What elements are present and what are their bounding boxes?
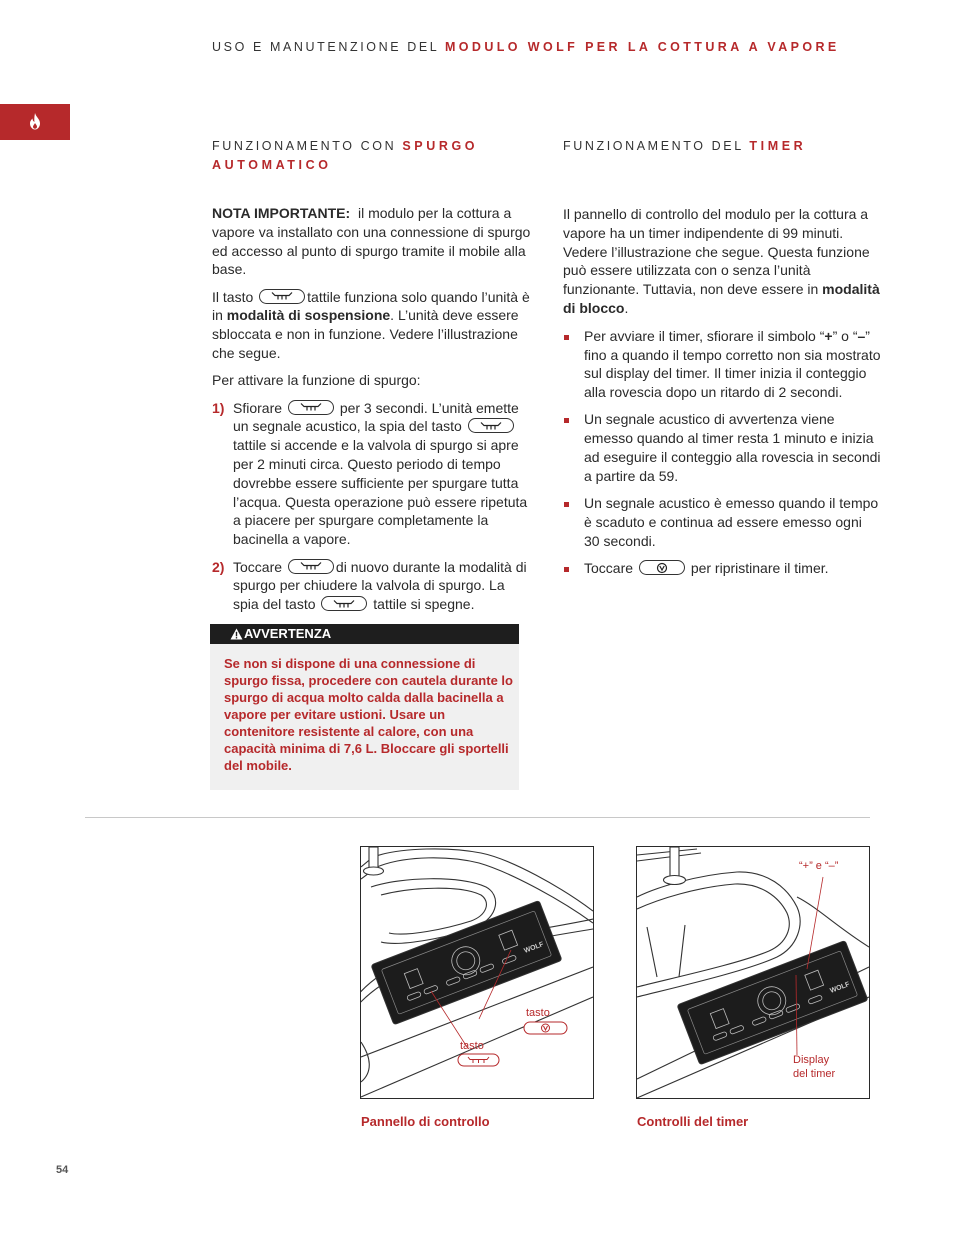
callout-timer-display [793, 1053, 835, 1081]
p2-c: . L’unità deve essere sbloccata e non in funzione. Vedere l’illustrazione che segue. [212, 307, 519, 362]
drain-heading-prefix: FUNZIONAMENTO CON [212, 139, 397, 153]
timer-heading-prefix: FUNZIONAMENTO DEL [563, 139, 744, 153]
nota-paragraph [212, 204, 534, 279]
step-2-number: 2) [212, 558, 225, 575]
drain-section-heading [212, 137, 532, 175]
fig1-caption: Pannello di controllo [361, 1114, 490, 1129]
drain-step-1 [212, 399, 534, 549]
b1-a: Per avviare il timer, sfiorare il simbolo “ [584, 327, 825, 344]
fig2-caption: Controlli del timer [637, 1114, 749, 1129]
drain-section-body [212, 204, 534, 622]
b2-text: Un segnale acustico di avvertenza viene emesso quando al timer resta 1 minuto e inizia ad eseguire il conteggio alla rovescia in secondi a partire da 59. [584, 411, 881, 484]
p2-a: Il tasto [212, 288, 254, 305]
drain-key [468, 418, 514, 433]
drain-icon [271, 292, 293, 301]
drain-icon [300, 562, 322, 571]
callout-timer-key-label: tasto [526, 1007, 550, 1019]
b4-b: per ripristinare il timer. [690, 560, 829, 577]
callout-display-line-1: Display [793, 1054, 830, 1066]
control-panel-figure [360, 846, 594, 1099]
warning-triangle-icon [230, 628, 243, 640]
drain-icon [333, 599, 355, 608]
control-panel-illustration [361, 847, 593, 1098]
timer-section-heading [563, 137, 883, 156]
drain-heading-red-2: AUTOMATICO [212, 158, 332, 172]
p2-bold: modalità di sospensione [226, 307, 391, 324]
timer-heading-red: TIMER [749, 139, 807, 153]
timer-bullets [563, 327, 881, 578]
step2-c: tattile si spegne. [373, 596, 475, 613]
drain-key [288, 559, 334, 574]
timer-bullet-3 [563, 494, 881, 550]
b1-plus: + [824, 327, 833, 344]
running-head-title: MODULO WOLF PER LA COTTURA A VAPORE [444, 40, 840, 54]
running-head-prefix: USO E MANUTENZIONE DEL [212, 40, 439, 54]
step1-a: Sfiorare [233, 399, 283, 416]
b3-text: Un segnale acustico è emesso quando il tempo è scaduto e continua ad essere emesso ogni 30 secondi. [584, 495, 879, 549]
running-head [212, 40, 840, 54]
drain-steps [212, 399, 534, 614]
warning-box [210, 624, 519, 790]
drain-key [321, 596, 367, 611]
bullet-square [564, 335, 569, 340]
nota-label: NOTA IMPORTANTE: [212, 205, 351, 221]
intro-end: . [624, 299, 629, 316]
timer-section-body [563, 205, 881, 586]
timer-bullet-2 [563, 410, 881, 485]
callout-drain-key-label: tasto [460, 1040, 484, 1052]
b1-minus: – [857, 327, 866, 344]
warning-title-bar [210, 624, 519, 644]
b4-a: Toccare [584, 560, 634, 577]
section-divider [85, 817, 870, 818]
step2-a: Toccare [233, 558, 283, 575]
step1-b: per 3 secondi. L’unità emette un segnale acustico, la spia del tasto [233, 399, 519, 435]
drain-heading-red-1: SPURGO [402, 139, 479, 153]
bullet-square [564, 567, 569, 572]
timer-intro [563, 205, 881, 318]
step2-b: di nuovo durante la modalità di spurgo per chiudere la valvola di spurgo. La spia del tasto [233, 558, 527, 613]
flame-icon [28, 113, 42, 130]
timer-icon [656, 562, 667, 573]
brand-logo: WOLF [523, 940, 545, 955]
b1-b: ” o “ [832, 327, 858, 344]
nota-text: il modulo per la cottura a vapore va installato con una connessione di spurgo ed accesso al punto di spurgo tramite il mobile alla base. [212, 205, 531, 278]
drain-step-2 [212, 558, 534, 614]
warning-title: AVVERTENZA [244, 626, 332, 641]
timer-key-callout [524, 1022, 567, 1034]
intro-bold: modalità di blocco [563, 281, 880, 316]
p2-b: tattile funziona solo quando l’unità è in [212, 288, 530, 324]
bullet-square [564, 502, 569, 507]
warning-text: Se non si dispone di una connessione di spurgo fissa, procedere con cautela durante lo spurgo di acqua molto calda dalla bacinella a vapore per evitare ustioni. Usare un contenitore resistente al calore, con una capacità minima di 7,6 L. Bloccare gli sportelli del mobile. [224, 656, 513, 773]
timer-bullet-4 [563, 559, 881, 578]
drain-key-paragraph [212, 288, 534, 363]
timer-bullet-1 [563, 327, 881, 402]
intro-a: Il pannello di controllo del modulo per la cottura a vapore ha un timer indipendente di 99 minuti. Vedere l’illustrazione che segue. Questa funzione può essere utilizzata con o senza l’unità funzionante. Tuttavia, non deve essere in [563, 206, 870, 298]
drain-key [288, 400, 334, 415]
b1-c: ” fino a quando il tempo corretto non sia mostrato sul display del timer. Il timer inizia il conteggio alla rovescia dopo un ritardo di 2 secondi. [584, 327, 881, 401]
callout-plus-minus: “+” e “–” [799, 860, 839, 872]
bullet-square [564, 418, 569, 423]
drain-icon [480, 421, 502, 430]
activate-intro: Per attivare la funzione di spurgo: [212, 372, 421, 389]
timer-controls-figure [636, 846, 870, 1099]
section-tab [0, 104, 70, 140]
step1-c: tattile si accende e la valvola di spurgo si apre per 2 minuti circa. Questo periodo di tempo dovrebbe essere sufficiente per spurgare tutta l’acqua. Questa operazione può essere ripetuta a piacere per spurgare completamente la bacinella a vapore. [233, 437, 528, 548]
drain-key [259, 289, 305, 304]
brand-logo: WOLF [829, 980, 851, 995]
drain-key-callout [458, 1054, 499, 1066]
page-number: 54 [56, 1164, 69, 1176]
step-1-number: 1) [212, 399, 225, 416]
drain-icon [300, 403, 322, 412]
timer-key [639, 560, 685, 575]
callout-display-line-2: del timer [793, 1068, 836, 1080]
